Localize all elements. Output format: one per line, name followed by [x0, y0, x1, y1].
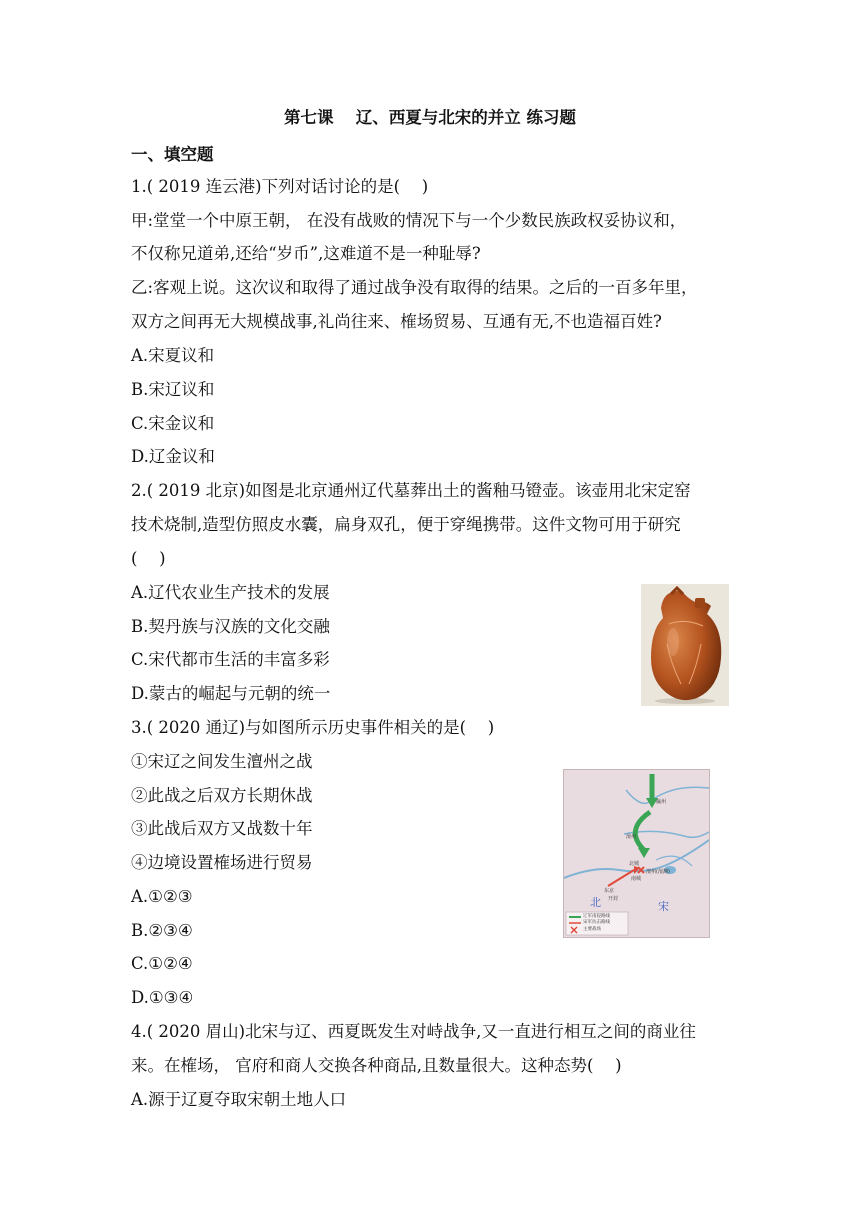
q3-option-c: C.①②④	[131, 954, 193, 973]
q3-item-2: ②此战之后双方长期休战	[131, 786, 313, 805]
map-legend-battle: 主要战场	[583, 927, 601, 932]
map-label-song: 宋	[658, 900, 669, 913]
map-place-beicheng: 北城	[629, 861, 640, 867]
stirrup-pot-image	[641, 584, 729, 706]
map-legend-liao: 辽军南侵路线	[583, 914, 610, 919]
map-label-north: 北	[590, 896, 601, 909]
q3-option-a: A.①②③	[131, 887, 193, 906]
map-legend-song: 宋军抗击路线	[583, 920, 610, 925]
q1-option-a: A.宋夏议和	[131, 346, 215, 365]
q4-option-a: A.源于辽夏夺取宋朝土地人口	[131, 1090, 347, 1109]
q2-option-b: B.契丹族与汉族的文化交融	[131, 617, 330, 636]
q1-yi-line2: 双方之间再无大规模战事,礼尚往来、榷场贸易、互通有无,不也造福百姓?	[131, 312, 662, 331]
q3-stem: 3.( 2020 通辽)与如图所示历史事件相关的是( )	[131, 718, 495, 737]
q3-item-1: ①宋辽之间发生澶州之战	[131, 752, 313, 771]
map-place-chanzhou: 澶州	[626, 834, 637, 840]
q3-option-d: D.①③④	[131, 988, 194, 1007]
q2-stem-line1: 2.( 2019 北京)如图是北京通州辽代墓葬出土的酱釉马镫壶。该壶用北宋定窑	[131, 481, 691, 500]
q1-yi-line1: 乙:客观上说。这次议和取得了通过战争没有取得的结果。之后的一百多年里，	[131, 278, 698, 297]
q2-option-c: C.宋代都市生活的丰富多彩	[131, 650, 330, 669]
q2-option-d: D.蒙古的崛起与元朝的统一	[131, 684, 331, 703]
shanyuan-battle-map	[563, 769, 710, 938]
q3-item-3: ③此战后双方又战数十年	[131, 819, 313, 838]
q3-option-b: B.②③④	[131, 921, 193, 940]
q2-option-a: A.辽代农业生产技术的发展	[131, 583, 330, 602]
map-place-yingzhou: 瀛州	[656, 799, 667, 805]
q1-jia-line1: 甲:堂堂一个中原王朝， 在没有战败的情况下与一个少数民族政权妥协议和，	[131, 211, 687, 230]
q4-stem-line1: 4.( 2020 眉山)北宋与辽、西夏既发生对峙战争,又一直进行相互之间的商业往	[131, 1022, 696, 1041]
page-title: 第七课 辽、西夏与北宋的并立 练习题	[284, 108, 576, 127]
q1-stem: 1.( 2019 连云港)下列对话讨论的是( )	[131, 177, 429, 196]
q2-stem-line3: ( )	[131, 549, 166, 568]
q2-stem-line2: 技术烧制,造型仿照皮水囊，扁身双孔，便于穿绳携带。这件文物可用于研究	[131, 515, 681, 534]
q1-jia-line2: 不仅称兄道弟,还给“岁币”,这难道不是一种耻辱?	[131, 244, 481, 263]
q4-stem-line2: 来。在榷场， 官府和商人交换各种商品,且数量很大。这种态势( )	[131, 1056, 622, 1075]
q1-option-b: B.宋辽议和	[131, 380, 215, 399]
q1-option-d: D.辽金议和	[131, 447, 215, 466]
map-place-kaifeng: 开封	[608, 896, 619, 902]
map-place-dongjing: 东京	[604, 888, 615, 894]
map-place-nancheng: 南城	[631, 876, 642, 882]
section-heading: 一、填空题	[131, 145, 214, 164]
q3-item-4: ④边境设置榷场进行贸易	[131, 853, 313, 872]
q1-option-c: C.宋金议和	[131, 414, 215, 433]
map-place-chanyuan: 澶州(澶渊)	[646, 869, 670, 875]
